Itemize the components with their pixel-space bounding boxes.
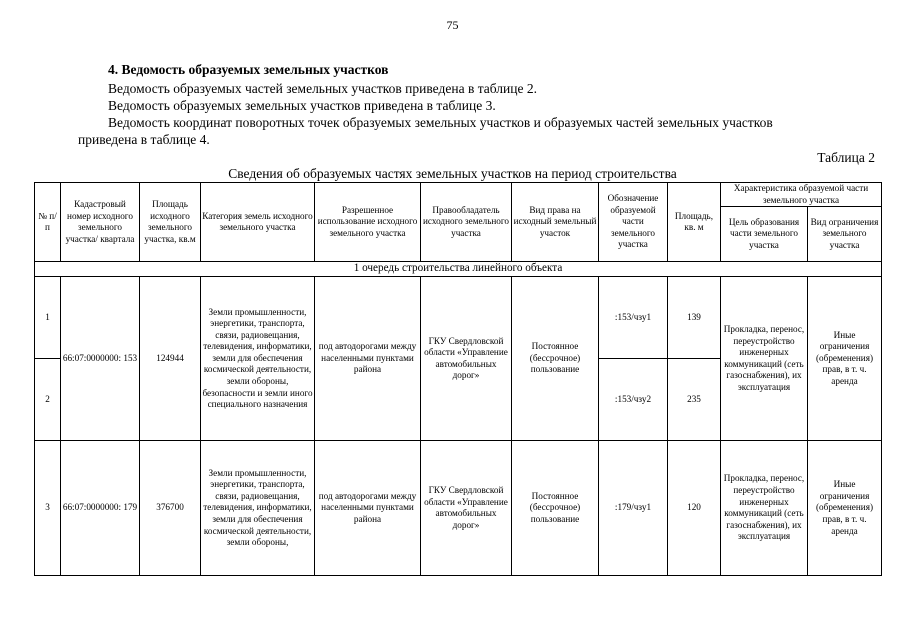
page-number: 75 (446, 18, 459, 32)
table-row (35, 277, 882, 359)
col-header-purpose: Цель образования части земельного участка (721, 207, 808, 262)
stage-row (35, 262, 882, 277)
land-category: Земли промышленности, энергетики, транспорта, связи, радиовещания, телевидения, информатики, земли для обеспечения космической деятельности, земли обороны, (203, 467, 312, 548)
col-header-designation: Обозначение образуемой части земельного участка (599, 183, 668, 262)
row-num: 2 (35, 359, 61, 441)
paragraph-3: Ведомость координат поворотных точек образуемых земельных участков и образуемых частей земельных участков (108, 115, 773, 130)
permitted-use: под автодорогами между населенными пунктами района (315, 441, 421, 576)
land-category: Земли промышленности, энергетики, транспорта, связи, радиовещания, телевидения, информатики, земли для обеспечения космической деятельности, земли обороны, безопасности и земли иного специального назначения (201, 277, 315, 441)
paragraph-2: Ведомость образуемых земельных участков приведена в таблице 3. (108, 98, 496, 113)
row-num: 1 (35, 277, 61, 359)
part-designation: :153/чзу2 (599, 359, 668, 441)
header-row-1 (35, 183, 882, 207)
col-header-characteristic: Характеристика образуемой части земельного участка (721, 183, 882, 207)
source-area: 124944 (140, 277, 201, 441)
col-header-right-type: Вид права на исходный земельный участок (512, 183, 599, 262)
part-designation: :179/чзу1 (599, 441, 668, 576)
col-header-num: № п/п (35, 183, 61, 262)
col-header-permitted-use: Разрешенное использование исходного земельного участка (315, 183, 421, 262)
restriction-type: Иные ограничения (обременения) прав, в т. ч. аренда (808, 277, 882, 441)
row-num: 3 (35, 441, 61, 576)
formation-purpose: Прокладка, перенос, переустройство инженерных коммуникаций (сеть газоснабжения), их эксплуатация (721, 441, 808, 576)
col-header-cadastral: Кадастровый номер исходного земельного участка/ квартала (61, 183, 140, 262)
right-holder: ГКУ Свердловской области «Управление автомобильных дорог» (421, 441, 512, 576)
cadastral-number: 66:07:0000000: 179 (61, 441, 140, 576)
part-designation: :153/чзу1 (599, 277, 668, 359)
col-header-restriction: Вид ограничения земельного участка (808, 207, 882, 262)
cadastral-number: 66:07:0000000: 153 (61, 277, 140, 441)
parcel-parts-table (34, 182, 882, 576)
col-header-category: Категория земель исходного земельного участка (201, 183, 315, 262)
stage-label: 1 очередь строительства линейного объекта (35, 262, 882, 277)
part-area: 235 (668, 359, 721, 441)
table-row (35, 441, 882, 576)
source-area: 376700 (140, 441, 201, 576)
table-caption: Таблица 2 (817, 150, 875, 165)
formation-purpose: Прокладка, перенос, переустройство инженерных коммуникаций (сеть газоснабжения), их эксплуатация (721, 277, 808, 441)
part-area: 139 (668, 277, 721, 359)
col-header-area-source: Площадь исходного земельного участка, кв.м (140, 183, 201, 262)
land-category-cell (201, 441, 315, 576)
paragraph-4: приведена в таблице 4. (78, 132, 210, 147)
right-type: Постоянное (бессрочное) пользование (512, 277, 599, 441)
paragraph-1: Ведомость образуемых частей земельных участков приведена в таблице 2. (108, 81, 537, 96)
table-title: Сведения об образуемых частях земельных участков на период строительства (228, 166, 677, 181)
right-type: Постоянное (бессрочное) пользование (512, 441, 599, 576)
right-holder: ГКУ Свердловской области «Управление автомобильных дорог» (421, 277, 512, 441)
permitted-use: под автодорогами между населенными пунктами района (315, 277, 421, 441)
restriction-type: Иные ограничения (обременения) прав, в т. ч. аренда (808, 441, 882, 576)
col-header-area: Площадь, кв. м (668, 183, 721, 262)
part-area: 120 (668, 441, 721, 576)
col-header-holder: Правообладатель исходного земельного участка (421, 183, 512, 262)
section-heading: 4. Ведомость образуемых земельных участков (108, 62, 389, 77)
